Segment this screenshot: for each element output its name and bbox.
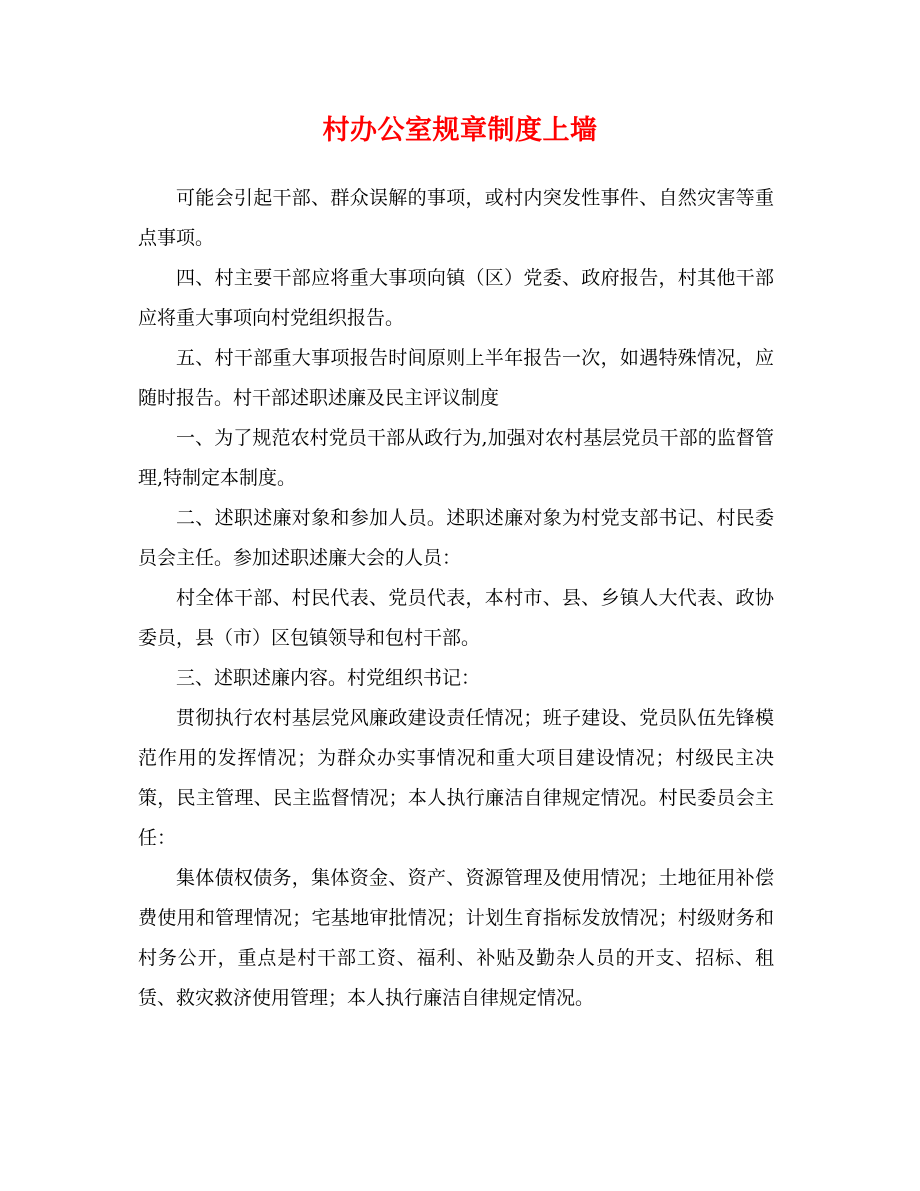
paragraph-9: 集体债权债务，集体资金、资产、资源管理及使用情况；土地征用补偿费使用和管理情况；宅基地审批情况；计划生育指标发放情况；村级财务和村务公开，重点是村干部工资、福利、补贴及勤杂人员的开支、招标、租赁、救灾救济使用管理；本人执行廉洁自律规定情况。	[138, 867, 774, 1009]
paragraph-7: 三、述职述廉内容。村党组织书记：	[176, 667, 481, 689]
paragraph-6: 村全体干部、村民代表、党员代表，本村市、县、乡镇人大代表、政协委员，县（市）区包镇领导和包村干部。	[138, 587, 774, 649]
paragraph-1: 可能会引起干部、群众误解的事项，或村内突发性事件、自然灾害等重点事项。	[138, 187, 774, 249]
paragraph-2: 四、村主要干部应将重大事项向镇（区）党委、政府报告，村其他干部应将重大事项向村党组织报告。	[138, 267, 774, 329]
paragraph-5: 二、述职述廉对象和参加人员。述职述廉对象为村党支部书记、村民委员会主任。参加述职述廉大会的人员：	[138, 507, 774, 569]
paragraph-8: 贯彻执行农村基层党风廉政建设责任情况；班子建设、党员队伍先锋模范作用的发挥情况；为群众办实事情况和重大项目建设情况；村级民主决策，民主管理、民主监督情况；本人执行廉洁自律规定情况。村民委员会主任：	[138, 707, 774, 849]
document-title: 村办公室规章制度上墙	[322, 115, 598, 146]
paragraph-4: 一、为了规范农村党员干部从政行为,加强对农村基层党员干部的监督管理,特制定本制度。	[138, 427, 774, 489]
document-body	[138, 178, 774, 1018]
paragraph-3: 五、村干部重大事项报告时间原则上半年报告一次，如遇特殊情况，应随时报告。村干部述职述廉及民主评议制度	[138, 347, 774, 409]
